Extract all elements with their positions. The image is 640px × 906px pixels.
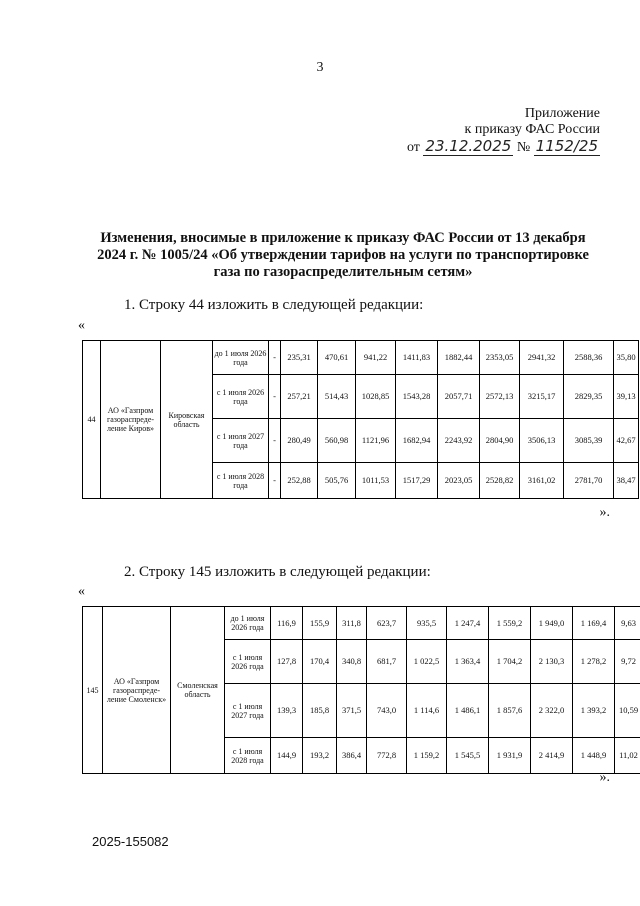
handwritten-date: 23.12.2025 xyxy=(425,137,512,155)
value-cell: 39,13 xyxy=(614,375,639,419)
value-cell: 1 931,9 xyxy=(489,738,531,774)
value-cell: 280,49 xyxy=(281,419,318,463)
value-cell: 2588,36 xyxy=(564,341,614,375)
section-2-quote-open: « xyxy=(78,584,85,599)
value-cell: 2243,92 xyxy=(438,419,480,463)
value-cell: 681,7 xyxy=(367,640,407,684)
value-cell: 3215,17 xyxy=(520,375,564,419)
value-cell: 2781,70 xyxy=(564,463,614,499)
period-cell: с 1 июля 2026 года xyxy=(213,375,269,419)
period-cell: до 1 июля 2026 года xyxy=(225,607,271,640)
table-row xyxy=(83,607,640,640)
value-cell: 340,8 xyxy=(337,640,367,684)
order-date-number xyxy=(407,138,600,156)
region-cell: Смоленская область xyxy=(171,607,225,774)
section-1-table xyxy=(82,340,639,499)
value-cell: 2023,05 xyxy=(438,463,480,499)
section-2-quote-close: ». xyxy=(599,770,610,785)
value-cell: 2353,05 xyxy=(480,341,520,375)
value-cell: 1 486,1 xyxy=(447,684,489,738)
section-1-quote-close: ». xyxy=(599,505,610,520)
document-title: Изменения, вносимые в приложение к приказу ФАС России от 13 декабря 2024 г. № 1005/24 «Об утверждении тарифов на услуги по транспортировке газа по газораспределительным сетям» xyxy=(97,230,589,280)
value-cell: 1 022,5 xyxy=(407,640,447,684)
value-cell: 470,61 xyxy=(318,341,356,375)
appendix-title: Приложение xyxy=(524,106,600,121)
value-cell: 155,9 xyxy=(303,607,337,640)
value-cell: 1 949,0 xyxy=(531,607,573,640)
region-cell: Кировская область xyxy=(161,341,213,499)
table-row xyxy=(83,341,639,375)
handwritten-order-number: 1152/25 xyxy=(535,137,598,155)
value-cell: 38,47 xyxy=(614,463,639,499)
page-number: 3 xyxy=(316,60,324,75)
value-cell: 170,4 xyxy=(303,640,337,684)
period-cell: с 1 июля 2027 года xyxy=(225,684,271,738)
value-cell: 1 247,4 xyxy=(447,607,489,640)
value-cell: 3161,02 xyxy=(520,463,564,499)
value-cell: 139,3 xyxy=(271,684,303,738)
value-cell: 1011,53 xyxy=(356,463,396,499)
value-cell: 257,21 xyxy=(281,375,318,419)
value-cell: 386,4 xyxy=(337,738,367,774)
value-cell: 193,2 xyxy=(303,738,337,774)
value-cell: 235,31 xyxy=(281,341,318,375)
value-cell: 514,43 xyxy=(318,375,356,419)
value-cell: 2 414,9 xyxy=(531,738,573,774)
value-cell: 1 278,2 xyxy=(573,640,615,684)
value-cell: 42,67 xyxy=(614,419,639,463)
value-cell: - xyxy=(269,463,281,499)
value-cell: 1543,28 xyxy=(396,375,438,419)
value-cell: 1 545,5 xyxy=(447,738,489,774)
value-cell: 10,59 xyxy=(615,684,640,738)
value-cell: 1 704,2 xyxy=(489,640,531,684)
period-cell: с 1 июля 2027 года xyxy=(213,419,269,463)
value-cell: 560,98 xyxy=(318,419,356,463)
value-cell: 252,88 xyxy=(281,463,318,499)
value-cell: 2528,82 xyxy=(480,463,520,499)
value-cell: 2941,32 xyxy=(520,341,564,375)
value-cell: 127,8 xyxy=(271,640,303,684)
number-sign: № xyxy=(516,140,531,155)
value-cell: 505,76 xyxy=(318,463,356,499)
value-cell: 371,5 xyxy=(337,684,367,738)
value-cell: 2057,71 xyxy=(438,375,480,419)
value-cell: 9,63 xyxy=(615,607,640,640)
value-cell: - xyxy=(269,375,281,419)
value-cell: 623,7 xyxy=(367,607,407,640)
value-cell: 9,72 xyxy=(615,640,640,684)
value-cell: 743,0 xyxy=(367,684,407,738)
value-cell: 2829,35 xyxy=(564,375,614,419)
company-cell: АО «Газпром газораспреде-ление Смоленск» xyxy=(103,607,171,774)
value-cell: 2572,13 xyxy=(480,375,520,419)
value-cell: 116,9 xyxy=(271,607,303,640)
value-cell: 1682,94 xyxy=(396,419,438,463)
value-cell: 941,22 xyxy=(356,341,396,375)
value-cell: 311,8 xyxy=(337,607,367,640)
period-cell: с 1 июля 2028 года xyxy=(213,463,269,499)
value-cell: 2804,90 xyxy=(480,419,520,463)
value-cell: 1028,85 xyxy=(356,375,396,419)
value-cell: 935,5 xyxy=(407,607,447,640)
value-cell: 3085,39 xyxy=(564,419,614,463)
value-cell: 2 130,3 xyxy=(531,640,573,684)
value-cell: 1 857,6 xyxy=(489,684,531,738)
value-cell: 2 322,0 xyxy=(531,684,573,738)
value-cell: 772,8 xyxy=(367,738,407,774)
value-cell: 1411,83 xyxy=(396,341,438,375)
value-cell: 1 159,2 xyxy=(407,738,447,774)
section-2-heading: 2. Строку 145 изложить в следующей редакции: xyxy=(124,564,431,580)
value-cell: 1 393,2 xyxy=(573,684,615,738)
value-cell: 1 169,4 xyxy=(573,607,615,640)
section-2-table xyxy=(82,606,640,774)
value-cell: - xyxy=(269,341,281,375)
section-1-heading: 1. Строку 44 изложить в следующей редакции: xyxy=(124,297,424,313)
registration-number: 2025-155082 xyxy=(92,834,169,849)
value-cell: 185,8 xyxy=(303,684,337,738)
value-cell: 1882,44 xyxy=(438,341,480,375)
from-prefix: от xyxy=(406,140,420,155)
period-cell: с 1 июля 2028 года xyxy=(225,738,271,774)
value-cell: 3506,13 xyxy=(520,419,564,463)
value-cell: 144,9 xyxy=(271,738,303,774)
value-cell: 1121,96 xyxy=(356,419,396,463)
period-cell: до 1 июля 2026 года xyxy=(213,341,269,375)
period-cell: с 1 июля 2026 года xyxy=(225,640,271,684)
section-1-quote-open: « xyxy=(78,318,85,333)
value-cell: 1 448,9 xyxy=(573,738,615,774)
value-cell: 1517,29 xyxy=(396,463,438,499)
company-cell: АО «Газпром газораспреде-ление Киров» xyxy=(101,341,161,499)
row-number-cell: 145 xyxy=(83,607,103,774)
value-cell: 1 363,4 xyxy=(447,640,489,684)
value-cell: 35,80 xyxy=(614,341,639,375)
appendix-order-ref: к приказу ФАС России xyxy=(464,122,600,137)
appendix-header xyxy=(407,106,600,156)
value-cell: 1 559,2 xyxy=(489,607,531,640)
row-number-cell: 44 xyxy=(83,341,101,499)
value-cell: - xyxy=(269,419,281,463)
value-cell: 1 114,6 xyxy=(407,684,447,738)
value-cell: 11,02 xyxy=(615,738,640,774)
